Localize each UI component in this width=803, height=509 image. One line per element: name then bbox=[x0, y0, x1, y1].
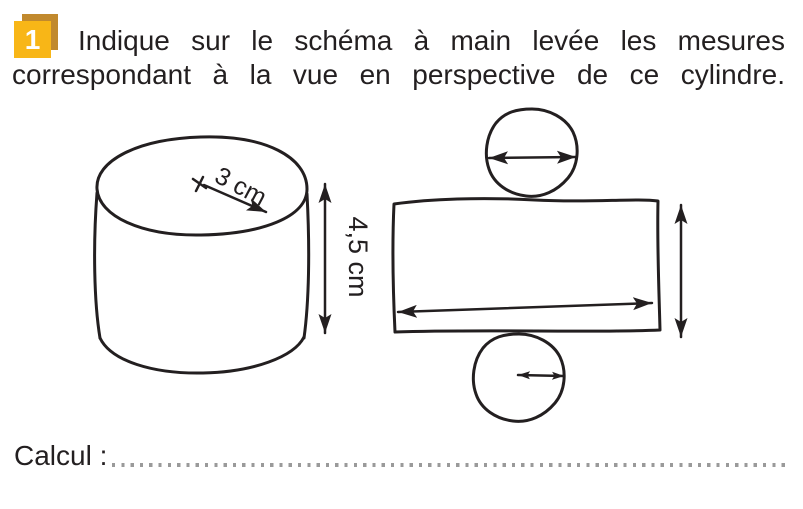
net-rectangle bbox=[393, 199, 660, 332]
badge-number: 1 bbox=[14, 21, 51, 58]
radius-label: 3 cm bbox=[210, 161, 272, 212]
net-bottom-radius-arrow bbox=[518, 375, 564, 376]
cylinder-left-side bbox=[95, 193, 100, 338]
answer-dotted-line bbox=[112, 463, 788, 467]
instruction-line-1: Indique sur le schéma à main levée les mesures bbox=[78, 25, 785, 56]
net-top-diameter-arrow bbox=[489, 157, 576, 158]
cylinder-right-side bbox=[304, 194, 309, 338]
net-bottom-circle bbox=[473, 334, 564, 421]
net-length-arrow bbox=[398, 303, 652, 312]
radius-arrow bbox=[204, 185, 266, 212]
cylinder-bottom-arc bbox=[100, 337, 304, 373]
cylinder-net-view bbox=[393, 109, 681, 421]
center-cross-mark bbox=[193, 177, 206, 191]
exercise-number-badge bbox=[14, 14, 60, 60]
calcul-label: Calcul : bbox=[14, 440, 108, 471]
height-label: 4,5 cm bbox=[343, 216, 373, 298]
net-top-circle bbox=[486, 109, 577, 196]
cylinder-perspective-view bbox=[95, 137, 373, 373]
cylinder-top-ellipse bbox=[97, 137, 307, 235]
instruction-line-2: correspondant à la vue en perspective de ce cylindre. bbox=[12, 59, 785, 90]
